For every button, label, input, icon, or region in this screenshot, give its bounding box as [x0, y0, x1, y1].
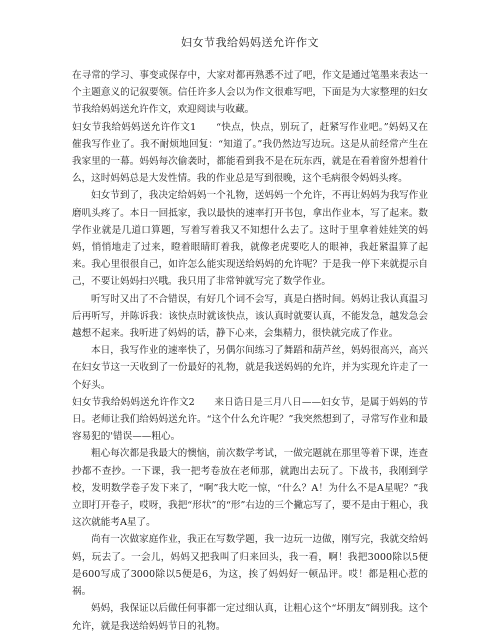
paragraph-essay-1-end: 本日，我写作业的速率快了，另偶尔间练习了舞蹈和葫芦丝，妈妈很高兴，高兴在妇女节这一天收到了一份最好的礼物，就是我送妈妈的允许，并为实现允许走了一个好头。 — [72, 345, 428, 391]
paragraph-essay-2-homework: 尚有一次做家庭作业，我正在写数学题，我一边玩一边做，刚写完，我就交给妈妈，玩去了。一会儿，妈妈又把我叫了归来回头，我一看，啊！我把3000除以5便是600写成了3000除以5便是6，为这，挨了妈妈好一顿品评。哎！都是粗心惹的祸。 — [72, 534, 428, 598]
paragraph-essay-1-dictation: 听写时又出了不合错误，有好几个词不会写，真是白搭时间。妈妈让我认真温习后再听写，并陈诉我：该快点时就该快点，该认真时就要认真，不能发急，越发急会越想不起来。我听进了妈妈的话，静下心来，会集精力，很快就完成了作业。 — [72, 293, 428, 340]
paragraph-essay-2-start: 妇女节我给妈妈送允许作文2 来日诰日是三月八日——妇女节，是属于妈妈的节日。老师让我们给妈妈送允许。“这个什么允许呢？”我突然想到了，寻常写作业和最容易犯的'错误——粗心。 — [72, 396, 428, 443]
paragraph-essay-2-exam: 粗心每次都是我最大的懊恼，前次数学考试，一做完题就在那里等着下课，连查抄都不查抄。一下课，我一把考卷放在老师那，就跑出去玩了。下战书，我刚到学校，发明数学卷子发下来了，“啊”我大吃一惊，“什么？A！为什么不是A星呢？”我立即打开卷子，哎呀，我把“形状”的“形”右边的三个撇忘写了，要不是由于粗心，我这次就能考A星了。 — [72, 448, 428, 529]
paragraph-essay-1-start: 妇女节我给妈妈送允许作文1 “快点，快点，别玩了，赶紧写作业吧。”妈妈又在催我写作业了。我不耐烦地回复：“知道了。”我仍然边写边玩。这是从前经常产生在我家里的一幕。妈妈每次偷袭时，都能看到我不是在玩东西，就是在看着窗外想着什么，这时妈妈总是大发性情。我的作业总是写到很晚，这个毛病很令妈妈头疼。 — [72, 121, 428, 185]
paragraph-intro: 在寻常的学习、事变或保存中，大家对都再熟悉不过了吧，作文是通过笔墨来表达一个主题意义的记叙要领。信任许多人会以为作文很难写吧，下面是为大家整理的妇女节我给妈妈送允许作文，欢迎阅读与收藏。 — [72, 70, 428, 116]
document-title: 妇女节我给妈妈送允许作文 — [181, 36, 319, 49]
paragraph-essay-2-promise: 妈妈，我保证以后做任何事都一定过细认真，让粗心这个“坏朋友”阔别我。这个允许，就是我送给妈妈节日的礼物。 — [72, 603, 428, 632]
paragraph-essay-1-gift: 妇女节到了，我决定给妈妈一个礼物，送妈妈一个允许，不再让妈妈为我写作业磨叽头疼了。本日一回抵家，我以最快的速率打开书包，拿出作业本，写了起来。数学作业就是几道口算题，写着写着我又不知想什么去了。这时于里拿着娃娃笑的妈妈，悄悄地走了过来，瞪着眼睛盯着我，就像老虎要吃人的眼神，我赶紧温算了起来。我心里很很自己，如许怎么能实现送给妈妈的允许呢？于是我一停下来就提示自己，不要让妈妈扫兴哦。我只用了非常钟就写完了数学作业。 — [72, 190, 428, 288]
